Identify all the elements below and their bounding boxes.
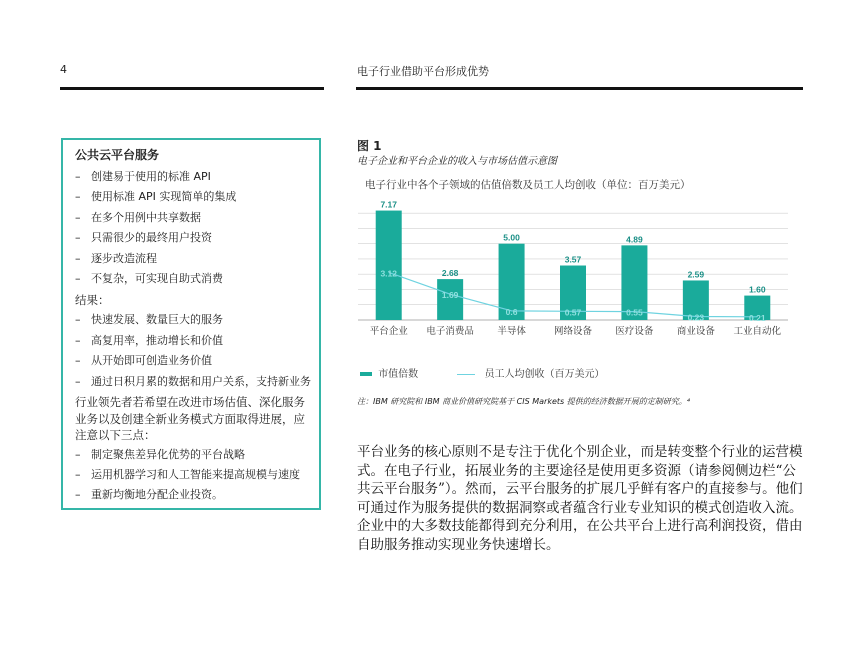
legend-bar-swatch: [360, 372, 372, 376]
advice-list: [75, 445, 311, 506]
chart-title: 电子行业中各个子领域的估值倍数及员工人均创收（单位：百万美元）: [365, 179, 691, 191]
category-label: 医疗设备: [615, 326, 654, 337]
result-list: [75, 310, 311, 392]
line-value-label: 0.23: [687, 312, 705, 323]
header-rule-right: [356, 87, 803, 90]
category-label: 工业自动化: [733, 326, 782, 337]
dash-mark: –: [75, 354, 81, 368]
legend-line-label: 员工人均创收（百万美元）: [484, 369, 605, 380]
feature-list: [75, 167, 311, 289]
body-paragraph: 平台业务的核心原则不是专注于优化个别企业，而是转变整个行业的运营模式。在电子行业，拓展业务的主要途径是使用更多资源（请参阅侧边栏“公共云平台服务”）。然而，云平台服务的扩展几乎鲜有客户的直接参与。他们可通过作为服务提供的数据洞察或者蕴含行业专业知识的模式创造收入流。企业中的大多数技能都得到充分利用，在公共平台上进行高利润投资，借由自助服务推动实现业务快速增长。: [357, 444, 803, 553]
page-number: 4: [60, 63, 67, 76]
category-label: 网络设备: [553, 326, 593, 337]
legend-line-swatch: [457, 374, 475, 375]
dash-mark: –: [75, 210, 81, 224]
list-item: – 只需很少的最终用户投资: [75, 228, 311, 248]
list-item: – 制定聚焦差异化优势的平台战略: [75, 445, 311, 465]
list-item: – 不复杂，可实现自助式消费: [75, 269, 311, 289]
result-label: 结果：: [75, 293, 110, 308]
bar: [376, 211, 402, 320]
category-label: 半导体: [497, 326, 526, 337]
bar-value-label: 3.57: [564, 254, 582, 265]
list-item: – 快速发展、数量巨大的服务: [75, 310, 311, 330]
bar-value-label: 1.60: [749, 284, 766, 295]
dash-mark: –: [75, 374, 81, 388]
dash-mark: –: [75, 272, 81, 286]
running-title: 电子行业借助平台形成优势: [357, 65, 489, 78]
list-item: – 逐步改造流程: [75, 249, 311, 269]
list-item: – 在多个用例中共享数据: [75, 208, 311, 228]
dash-mark: –: [75, 447, 81, 461]
list-item: – 高复用率，推动增长和价值: [75, 331, 311, 351]
bar-value-label: 4.89: [626, 234, 643, 245]
sidebar-paragraph: 行业领先者若希望在改进市场估值、深化服务业务以及创建全新业务模式方面取得进展，应注意以下三点：: [75, 395, 305, 443]
sidebar-title: 公共云平台服务: [75, 148, 160, 162]
legend-bar-label: 市值倍数: [378, 369, 419, 380]
category-label: 电子消费品: [426, 326, 474, 337]
category-label: 平台企业: [369, 326, 408, 337]
figure-title: 电子企业和平台企业的收入与市场估值示意图: [357, 156, 557, 167]
line-value-label: 0.21: [749, 312, 766, 323]
bar-value-label: 5.00: [503, 232, 520, 243]
dash-mark: –: [75, 488, 81, 502]
figure-label: 图 1: [357, 139, 382, 153]
line-value-label: 3.12: [380, 268, 397, 279]
list-item: – 创建易于使用的标准 API: [75, 167, 311, 187]
list-item: – 从开始即可创造业务价值: [75, 351, 311, 371]
line-value-label: 1.69: [441, 290, 459, 301]
dash-mark: –: [75, 231, 81, 245]
bar-value-label: 7.17: [380, 199, 397, 210]
sidebar-box: [61, 138, 321, 510]
dash-mark: –: [75, 170, 81, 183]
dash-mark: –: [75, 251, 81, 265]
figure-source-note: 注：IBM 研究院和 IBM 商业价值研究院基于 CIS Markets 提供的经济数据开展的定制研究。⁴: [357, 397, 690, 406]
list-item: – 重新均衡地分配企业投资。: [75, 485, 311, 505]
line-value-label: 0.57: [564, 307, 582, 318]
list-item: – 使用标准 API 实现简单的集成: [75, 187, 311, 207]
chart-legend: [360, 365, 605, 380]
dash-mark: –: [75, 333, 81, 347]
dash-mark: –: [75, 467, 81, 481]
bar-value-label: 2.68: [441, 268, 459, 279]
list-item: – 运用机器学习和人工智能来提高规模与速度: [75, 465, 311, 485]
list-item: – 通过日积月累的数据和用户关系，支持新业务: [75, 372, 311, 392]
line-value-label: 0.6: [505, 306, 518, 317]
bar-value-label: 2.59: [687, 269, 705, 280]
dash-mark: –: [75, 190, 81, 204]
category-label: 商业设备: [676, 326, 715, 337]
bar-line-chart: [350, 190, 800, 350]
line-value-label: 0.55: [626, 307, 643, 318]
header-rule-left: [60, 87, 324, 90]
dash-mark: –: [75, 313, 81, 327]
